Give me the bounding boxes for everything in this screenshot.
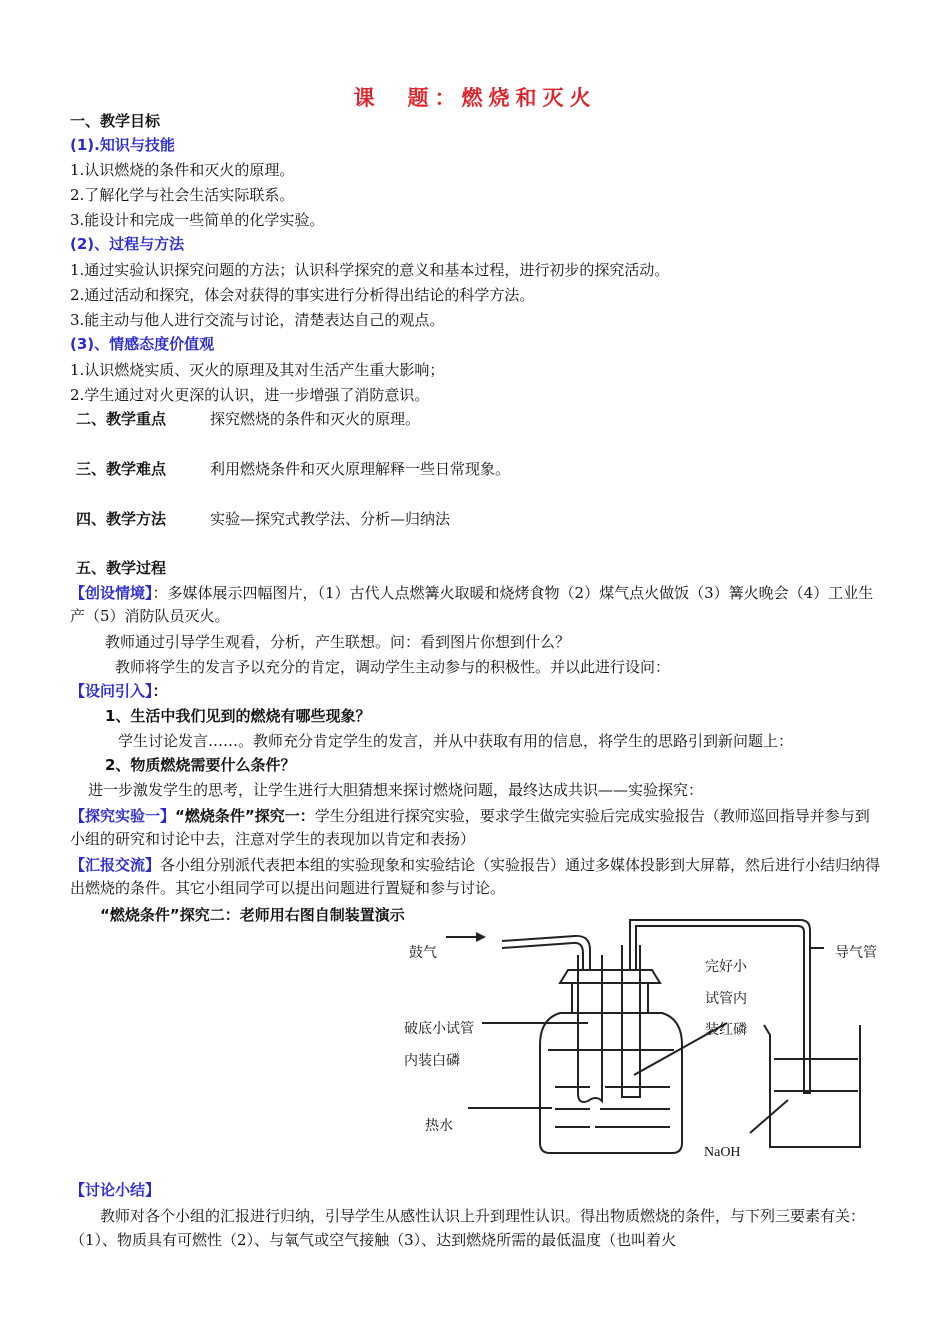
- subheading-knowledge: (1).知识与技能: [70, 136, 175, 154]
- label-red-phosphorus: 装红磷: [705, 1022, 747, 1038]
- paragraph: 教师通过引导学生观看，分析，产生联想。问：看到图片你想到什么？: [105, 633, 571, 651]
- section-label-key-points: 二、教学重点: [76, 410, 167, 428]
- air-inlet-tube: [502, 936, 590, 970]
- paragraph-experiment-1: 【探究实验一】“燃烧条件”探究一：学生分组进行探究实验，要求学生做完实验后完成实验报告（教师巡回指导并参与到小组的研究和讨论中去，注意对学生的表现加以肯定和表扬）: [70, 807, 870, 848]
- label-broken-tube: 破底小试管: [404, 1021, 474, 1037]
- subheading-process: (2)、过程与方法: [70, 235, 185, 253]
- demo-caption: “燃烧条件”探究二：老师用右图自制装置演示: [100, 906, 405, 924]
- question-2: 2、物质燃烧需要什么条件？: [105, 756, 296, 774]
- label-hot-water: 热水: [425, 1118, 453, 1134]
- tag-question-intro: 【设问引入】: [70, 682, 153, 700]
- list-item: 3.能设计和完成一些简单的化学实验。: [70, 211, 325, 229]
- tag-summary-line: [70, 1180, 160, 1200]
- paragraph-question-intro: 【设问引入】：: [70, 682, 168, 700]
- paragraph: 学生讨论发言……。教师充分肯定学生的发言，并从中获取有用的信息，将学生的思路引到新问题上：: [118, 732, 794, 750]
- list-item: 2.通过活动和探究，体会对获得的事实进行分析得出结论的科学方法。: [70, 286, 535, 304]
- label-intact-tube: 试管内: [705, 991, 747, 1007]
- label-intact-tube: 完好小: [705, 959, 747, 975]
- section-heading-objectives: 一、教学目标: [70, 112, 161, 130]
- section-text-methods: 实验—探究式教学法、分析—归纳法: [210, 510, 451, 528]
- list-item: 2.了解化学与社会生活实际联系。: [70, 186, 295, 204]
- section-text-key-points: 探究燃烧的条件和灭火的原理。: [210, 410, 421, 428]
- beaker: [764, 1025, 860, 1147]
- section-text-difficulties: 利用燃烧条件和灭火原理解释一些日常现象。: [210, 460, 511, 478]
- section-heading-process: 五、教学过程: [76, 559, 167, 577]
- tag-scenario: 【创设情境】: [70, 584, 153, 602]
- paragraph: 进一步激发学生的思考，让学生进行大胆猜想来探讨燃烧问题，最终达成共识——实验探究：: [88, 781, 704, 799]
- list-item: 1.通过实验认识探究问题的方法；认识科学探究的意义和基本过程，进行初步的探究活动。: [70, 261, 670, 279]
- paragraph-scenario: 【创设情境】：多媒体展示四幅图片，（1）古代人点燃篝火取暖和烧烤食物（2）煤气点火做饭（3）篝火晚会（4）工业生产（5）消防队员灭火。: [70, 584, 874, 625]
- page-title: 课 题：燃烧和灭火: [353, 86, 597, 110]
- tag-report: 【汇报交流】: [70, 856, 161, 874]
- label-blow-air: 鼓气: [409, 945, 437, 961]
- tag-experiment-1: 【探究实验一】: [70, 807, 176, 825]
- list-item: 1.认识燃烧实质、灭火的原理及其对生活产生重大影响；: [70, 361, 445, 379]
- list-item: 2.学生通过对火更深的认识，进一步增强了消防意识。: [70, 386, 430, 404]
- subheading-emotion: (3)、情感态度价值观: [70, 335, 215, 353]
- section-label-methods: 四、教学方法: [76, 510, 167, 528]
- label-white-phosphorus: 内装白磷: [404, 1053, 460, 1069]
- paragraph-summary: 教师对各个小组的汇报进行归纳，引导学生从感性认识上升到理性认识。得出物质燃烧的条件，与下列三要素有关：（1）、物质具有可燃性（2）、与氧气或空气接触（3）、达到燃烧所需的最低温度（也叫着火: [70, 1207, 866, 1249]
- question-1: 1、生活中我们见到的燃烧有哪些现象？: [105, 707, 371, 725]
- paragraph-report: 【汇报交流】各小组分别派代表把本组的实验现象和实验结论（实验报告）通过多媒体投影到大屏幕，然后进行小结归纳得出燃烧的条件。其它小组同学可以提出问题进行置疑和参与讨论。: [70, 856, 881, 897]
- paragraph: 教师将学生的发言予以充分的肯定，调动学生主动参与的积极性。并以此进行设问：: [115, 658, 671, 676]
- label-delivery-tube: 导气管: [835, 945, 877, 961]
- apparatus-diagram: [390, 915, 900, 1165]
- stopper: [560, 970, 660, 983]
- list-item: 3.能主动与他人进行交流与讨论，清楚表达自己的观点。: [70, 311, 445, 329]
- label-naoh: NaOH: [704, 1145, 741, 1160]
- broken-test-tube: [578, 955, 602, 1102]
- tag-summary: 【讨论小结】: [70, 1181, 161, 1199]
- glass-jar: [540, 1013, 682, 1153]
- list-item: 1.认识燃烧的条件和灭火的原理。: [70, 161, 295, 179]
- section-label-difficulties: 三、教学难点: [76, 460, 167, 478]
